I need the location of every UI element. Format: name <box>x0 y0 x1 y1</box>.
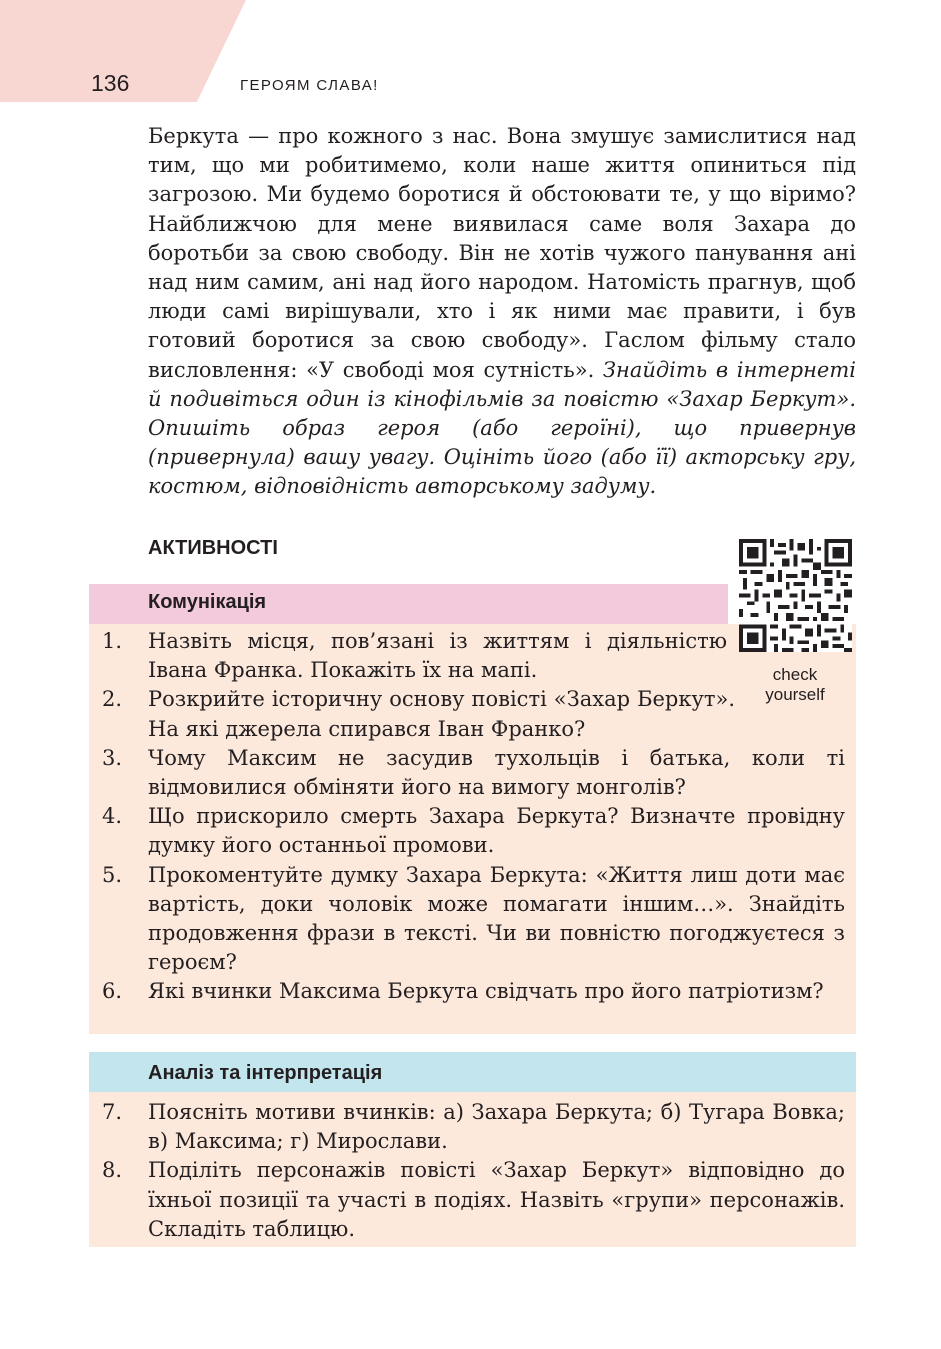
task-item <box>100 744 845 802</box>
running-title: ГЕРОЯМ СЛАВА! <box>240 77 379 94</box>
task-number: 5. <box>102 862 123 887</box>
task-item <box>100 977 845 1006</box>
task-item <box>100 802 845 860</box>
task-text: Поділіть персонажів повісті «Захар Беркут» відповідно до їхньої позиції та участі в подіях. Назвіть «групи» персонажів. Складіть таблицю. <box>148 1158 845 1241</box>
page-number: 136 <box>91 70 130 96</box>
task-item <box>100 1098 845 1156</box>
analysis-title: Аналіз та інтерпретація <box>148 1062 383 1084</box>
task-number: 3. <box>102 745 123 770</box>
task-text: Що прискорило смерть Захара Беркута? Визначте провідну думку його останньої промови. <box>148 804 845 858</box>
task-item <box>100 861 845 978</box>
task-text: Назвіть місця, пов’язані із життям і діяльністю Івана Франка. Покажіть їх на мапі. <box>148 629 727 683</box>
task-text: Розкрийте історичну основу повісті «Захар Беркут». На які джерела спирався Іван Франко? <box>148 687 735 741</box>
task-text: Чому Максим не засудив тухольців і батька, коли ті відмовилися обміняти його на вимогу монголів? <box>148 745 845 800</box>
task-number: 6. <box>102 979 123 1004</box>
task-number: 2. <box>102 687 123 712</box>
qr-caption-line-2: yourself <box>765 685 825 704</box>
task-text: Прокоментуйте думку Захара Беркута: «Життя лиш доти має вартість, доки чоловік може помагати іншим…». Знайдіть продовження фрази в тексті. Чи ви повністю погоджуєтеся з героєм? <box>148 862 845 975</box>
body-paragraph <box>148 122 856 502</box>
task-item <box>100 1156 845 1244</box>
task-text: Поясніть мотиви вчинків: а) Захара Беркута; б) Тугара Вовка; в) Максима; г) Мирослави. <box>148 1100 845 1154</box>
task-number: 7. <box>102 1100 123 1124</box>
task-number: 8. <box>102 1158 123 1183</box>
task-item <box>100 685 845 743</box>
task-text: Які вчинки Максима Беркута свідчать про його патріотизм? <box>148 979 824 1004</box>
communication-title: Комунікація <box>148 591 267 613</box>
qr-caption-line-1: check <box>772 665 818 684</box>
communication-task-list <box>100 627 845 1007</box>
task-number: 1. <box>102 629 123 653</box>
activities-heading: АКТИВНОСТІ <box>148 537 278 559</box>
task-item <box>100 627 845 685</box>
body-text-italic-assignment: Знайдіть в інтернеті й подивіться один із кінофільмів за повістю «Захар Беркут». Опишіть образ героя (або героїні), що привернув (привернула) вашу увагу. Оцініть його (або її) акторську гру, костюм, відповідність авторському задуму. <box>148 357 856 499</box>
body-text-plain: Беркута — про кожного з нас. Вона змушує замислитися над тим, що ми робитимемо, коли наше життя опиниться під загрозою. Ми будемо боротися й обстоювати те, у що віримо? Найближчою для мене виявилася саме воля Захара до боротьби за свою свободу. Він не хотів чужого панування ані над ним самим, ані над його народом. Натомість прагнув, щоб люди самі вирішували, хто і як ними має правити, і був готовий боротися за свою свободу». Гаслом фільму стало висловлення: «У свободі моя сутність». <box>148 124 856 382</box>
analysis-task-list <box>100 1098 845 1244</box>
task-number: 4. <box>102 804 123 829</box>
